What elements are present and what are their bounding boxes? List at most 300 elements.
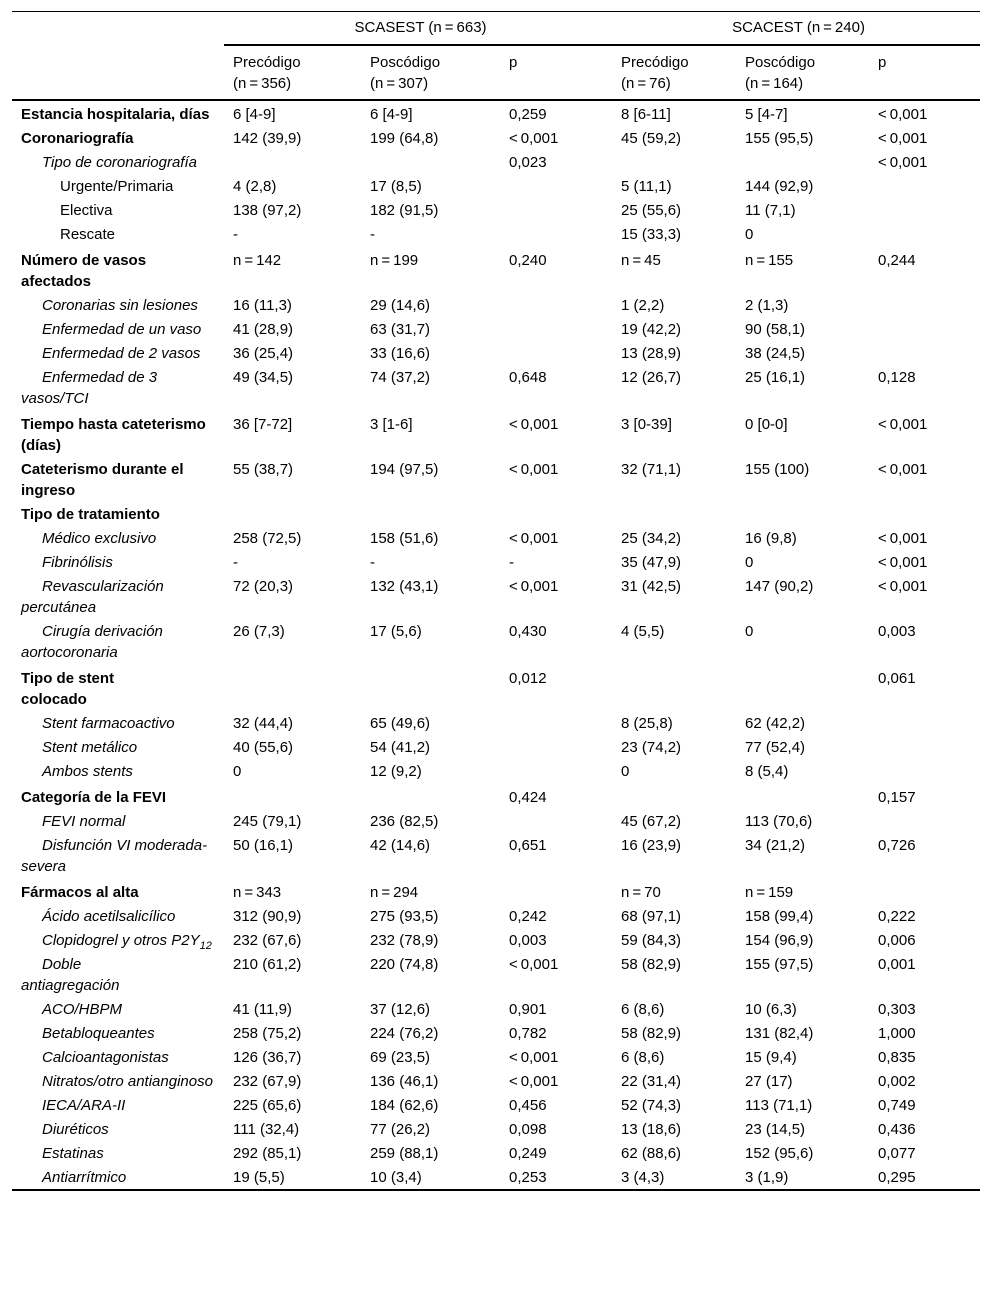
table-cell: 0,006 xyxy=(878,932,916,949)
row-label-text: FEVI normal xyxy=(42,813,126,830)
table-cell: 0,003 xyxy=(509,932,547,949)
table-cell: < 0,001 xyxy=(509,578,559,595)
table-cell: 6 (8,6) xyxy=(621,1001,665,1018)
table-cell: 12 (9,2) xyxy=(370,763,422,780)
table-cell: < 0,001 xyxy=(878,530,928,547)
table-cell: 23 (74,2) xyxy=(621,739,682,756)
row-label-text: Enfermedad de 2 vasos xyxy=(42,345,201,362)
table-cell: 0,749 xyxy=(878,1097,916,1114)
row-label xyxy=(12,664,224,711)
row-label-text: Tipo de tratamiento xyxy=(21,506,160,523)
table-row xyxy=(12,574,980,619)
table-cell xyxy=(224,502,361,526)
row-label-text: Rescate xyxy=(60,226,116,243)
table-cell xyxy=(612,664,736,711)
col-header: p xyxy=(509,54,518,71)
table-cell: < 0,001 xyxy=(509,130,559,147)
row-label-text: Fármacos al alta xyxy=(21,884,139,901)
table-cell: 0 [0-0] xyxy=(745,416,788,433)
table-cell xyxy=(869,735,980,759)
table-cell xyxy=(736,783,869,809)
table-cell: 25 (34,2) xyxy=(621,530,682,547)
table-row xyxy=(12,150,980,174)
table-cell: 3 [0-39] xyxy=(621,416,672,433)
table-cell: 68 (97,1) xyxy=(621,908,682,925)
table-row xyxy=(12,100,980,126)
table-cell: 245 (79,1) xyxy=(233,813,302,830)
row-label-text: Ambos stents xyxy=(42,763,133,780)
table-cell: 113 (71,1) xyxy=(745,1097,813,1114)
table-cell: 0,648 xyxy=(509,369,547,386)
table-cell: 138 (97,2) xyxy=(233,202,302,219)
table-cell xyxy=(869,293,980,317)
row-label-text: IECA/ARA-II xyxy=(42,1097,126,1114)
table-cell: 16 (9,8) xyxy=(745,530,797,547)
table-cell: < 0,001 xyxy=(509,530,559,547)
table-cell: 34 (21,2) xyxy=(745,837,806,854)
row-label-text: Betabloqueantes xyxy=(42,1025,155,1042)
table-body xyxy=(12,100,980,1190)
table-row xyxy=(12,711,980,735)
table-cell: 0,002 xyxy=(878,1073,916,1090)
table-cell: 0,295 xyxy=(878,1169,916,1186)
group-header-scasest: SCASEST (n = 663) xyxy=(224,12,612,46)
table-cell: 15 (33,3) xyxy=(621,226,682,243)
col-header: p xyxy=(878,54,887,71)
results-table xyxy=(12,11,980,1191)
table-cell: n = 159 xyxy=(745,884,794,901)
table-cell xyxy=(869,317,980,341)
col-header: Precódigo (n = 76) xyxy=(621,54,689,92)
table-cell xyxy=(500,878,612,904)
table-cell: 158 (51,6) xyxy=(370,530,439,547)
row-label xyxy=(12,1021,224,1045)
row-label xyxy=(12,126,224,150)
table-cell xyxy=(500,293,612,317)
row-label xyxy=(12,410,224,457)
table-cell: 4 (2,8) xyxy=(233,178,277,195)
table-cell xyxy=(361,664,500,711)
table-cell: 25 (55,6) xyxy=(621,202,682,219)
row-label xyxy=(12,198,224,222)
row-label xyxy=(12,783,224,809)
table-cell: n = 70 xyxy=(621,884,661,901)
row-label-text: Stent farmacoactivo xyxy=(42,715,175,732)
table-cell: 0,240 xyxy=(509,252,547,269)
table-cell xyxy=(500,174,612,198)
table-cell: 275 (93,5) xyxy=(370,908,439,925)
table-cell xyxy=(869,174,980,198)
col-header: Precódigo (n = 356) xyxy=(233,54,301,92)
table-cell: < 0,001 xyxy=(509,461,559,478)
row-label-text: Electiva xyxy=(60,202,113,219)
table-row xyxy=(12,833,980,878)
table-cell: 5 (11,1) xyxy=(621,178,672,195)
table-cell: 49 (34,5) xyxy=(233,369,294,386)
table-cell: 220 (74,8) xyxy=(370,956,439,973)
table-cell: 147 (90,2) xyxy=(745,578,814,595)
table-row xyxy=(12,174,980,198)
row-label-text: Médico exclusivo xyxy=(42,530,157,547)
table-cell: 3 [1-6] xyxy=(370,416,413,433)
table-cell: 0,430 xyxy=(509,623,547,640)
table-cell xyxy=(612,502,736,526)
table-cell: 29 (14,6) xyxy=(370,297,431,314)
table-cell: < 0,001 xyxy=(509,416,559,433)
table-cell: 199 (64,8) xyxy=(370,130,439,147)
table-cell: 72 (20,3) xyxy=(233,578,294,595)
row-label-text: Coronarias sin lesiones xyxy=(42,297,198,314)
table-cell: 0,249 xyxy=(509,1145,547,1162)
table-row xyxy=(12,1093,980,1117)
table-cell xyxy=(224,783,361,809)
row-label xyxy=(12,317,224,341)
table-cell: 224 (76,2) xyxy=(370,1025,439,1042)
table-cell xyxy=(500,341,612,365)
table-cell: 6 [4-9] xyxy=(370,106,413,123)
row-label xyxy=(12,833,224,878)
table-cell: 194 (97,5) xyxy=(370,461,439,478)
table-cell: 41 (28,9) xyxy=(233,321,294,338)
table-cell: 0,077 xyxy=(878,1145,916,1162)
table-cell: 3 (4,3) xyxy=(621,1169,665,1186)
table-cell xyxy=(869,341,980,365)
table-cell xyxy=(500,711,612,735)
table-cell: 0 xyxy=(621,763,630,780)
table-cell xyxy=(500,222,612,246)
row-label-text: Stent metálico xyxy=(42,739,138,756)
table-cell: 13 (18,6) xyxy=(621,1121,682,1138)
table-cell xyxy=(500,809,612,833)
row-label-text: Clopidogrel y otros P2Y xyxy=(42,932,200,949)
row-label xyxy=(12,100,224,126)
table-cell: 0,835 xyxy=(878,1049,916,1066)
table-row xyxy=(12,1117,980,1141)
table-cell: n = 199 xyxy=(370,252,419,269)
row-label xyxy=(12,1141,224,1165)
table-cell: n = 343 xyxy=(233,884,282,901)
table-row xyxy=(12,783,980,809)
row-label-text: Tipo de coronariografía xyxy=(42,154,197,171)
table-cell: 0,061 xyxy=(878,670,916,687)
table-cell: 5 [4-7] xyxy=(745,106,788,123)
row-label xyxy=(12,997,224,1021)
table-cell: 131 (82,4) xyxy=(745,1025,814,1042)
table-cell: n = 45 xyxy=(621,252,661,269)
table-cell: 69 (23,5) xyxy=(370,1049,431,1066)
table-cell: 65 (49,6) xyxy=(370,715,431,732)
table-cell: 90 (58,1) xyxy=(745,321,806,338)
table-row xyxy=(12,526,980,550)
row-label xyxy=(12,1069,224,1093)
table-cell: 8 [6-11] xyxy=(621,106,671,123)
table-cell: 0,782 xyxy=(509,1025,547,1042)
table-cell: 132 (43,1) xyxy=(370,578,439,595)
table-cell: 12 (26,7) xyxy=(621,369,682,386)
table-cell xyxy=(500,759,612,783)
table-cell: 74 (37,2) xyxy=(370,369,431,386)
table-cell: 38 (24,5) xyxy=(745,345,806,362)
table-cell: 0,901 xyxy=(509,1001,547,1018)
table-cell: 33 (16,6) xyxy=(370,345,431,362)
row-label xyxy=(12,928,224,952)
table-cell: 0,003 xyxy=(878,623,916,640)
row-label xyxy=(12,293,224,317)
table-cell: 0,023 xyxy=(509,154,547,171)
col-header: Poscódigo (n = 307) xyxy=(370,54,441,92)
table-cell: < 0,001 xyxy=(509,956,559,973)
table-cell: 25 (16,1) xyxy=(745,369,806,386)
table-cell xyxy=(869,809,980,833)
row-label xyxy=(12,1093,224,1117)
table-cell: 45 (67,2) xyxy=(621,813,682,830)
row-label xyxy=(12,1165,224,1190)
table-row xyxy=(12,1141,980,1165)
table-row xyxy=(12,952,980,997)
table-cell: 42 (14,6) xyxy=(370,837,431,854)
table-cell: - xyxy=(370,554,375,571)
table-row xyxy=(12,222,980,246)
table-cell: 0,726 xyxy=(878,837,916,854)
table-row xyxy=(12,410,980,457)
table-cell: 152 (95,6) xyxy=(745,1145,814,1162)
table-cell xyxy=(869,222,980,246)
table-row xyxy=(12,904,980,928)
table-row xyxy=(12,341,980,365)
table-cell: < 0,001 xyxy=(878,578,928,595)
table-cell: 11 (7,1) xyxy=(745,202,796,219)
table-cell: 232 (67,6) xyxy=(233,932,302,949)
table-row xyxy=(12,246,980,293)
table-cell xyxy=(224,150,361,174)
row-label-text: ACO/HBPM xyxy=(42,1001,123,1018)
table-cell: 6 [4-9] xyxy=(233,106,276,123)
header-corner-sub xyxy=(12,45,224,100)
table-cell: 3 (1,9) xyxy=(745,1169,789,1186)
table-cell: 0 xyxy=(745,623,754,640)
table-row xyxy=(12,198,980,222)
table-cell: 0 xyxy=(233,763,242,780)
table-cell: 35 (47,9) xyxy=(621,554,682,571)
row-label xyxy=(12,759,224,783)
table-cell: 0,242 xyxy=(509,908,547,925)
table-cell: 10 (3,4) xyxy=(370,1169,422,1186)
table-cell: 32 (71,1) xyxy=(621,461,682,478)
row-label-text: Ácido acetilsalicílico xyxy=(42,908,176,925)
table-row xyxy=(12,1021,980,1045)
table-cell: 62 (42,2) xyxy=(745,715,806,732)
table-cell: < 0,001 xyxy=(878,106,928,123)
table-cell: 154 (96,9) xyxy=(745,932,814,949)
table-cell: 1 (2,2) xyxy=(621,297,665,314)
table-cell: 19 (5,5) xyxy=(233,1169,285,1186)
table-cell: 37 (12,6) xyxy=(370,1001,431,1018)
row-label-text: Nitratos/otro antianginoso xyxy=(42,1073,213,1090)
row-label xyxy=(12,246,224,293)
table-cell: 182 (91,5) xyxy=(370,202,439,219)
table-cell xyxy=(500,317,612,341)
row-label-text: Tiempo hasta cateterismo (días) xyxy=(21,416,206,454)
table-row xyxy=(12,1165,980,1190)
table-cell: n = 142 xyxy=(233,252,282,269)
table-row xyxy=(12,457,980,502)
row-label-text: Cateterismo durante el ingreso xyxy=(21,461,184,499)
table-cell: 58 (82,9) xyxy=(621,1025,682,1042)
table-cell: - xyxy=(370,226,375,243)
table-cell: 144 (92,9) xyxy=(745,178,814,195)
col-header: Poscódigo (n = 164) xyxy=(745,54,816,92)
table-cell: 142 (39,9) xyxy=(233,130,302,147)
table-cell: - xyxy=(233,554,238,571)
table-cell: 0 xyxy=(745,226,754,243)
table-cell: 27 (17) xyxy=(745,1073,793,1090)
row-label xyxy=(12,1117,224,1141)
row-label xyxy=(12,878,224,904)
row-label-text: Doble antiagregación xyxy=(21,956,120,994)
table-cell: 36 (25,4) xyxy=(233,345,294,362)
table-cell: 17 (5,6) xyxy=(370,623,422,640)
table-cell xyxy=(736,150,869,174)
table-cell: 126 (36,7) xyxy=(233,1049,302,1066)
table-cell: 0,128 xyxy=(878,369,916,386)
table-cell: < 0,001 xyxy=(878,154,928,171)
row-label-text: Revascularización percutánea xyxy=(21,578,164,616)
table-row xyxy=(12,619,980,664)
table-row xyxy=(12,759,980,783)
table-cell: 292 (85,1) xyxy=(233,1145,302,1162)
table-cell: 0,456 xyxy=(509,1097,547,1114)
table-row xyxy=(12,997,980,1021)
table-cell: 54 (41,2) xyxy=(370,739,431,756)
table-cell xyxy=(869,711,980,735)
table-cell: 55 (38,7) xyxy=(233,461,294,478)
row-label xyxy=(12,502,224,526)
table-cell: 0,244 xyxy=(878,252,916,269)
table-cell: 0,253 xyxy=(509,1169,547,1186)
table-cell: 26 (7,3) xyxy=(233,623,285,640)
table-row xyxy=(12,809,980,833)
table-cell xyxy=(361,783,500,809)
table-cell: 258 (72,5) xyxy=(233,530,302,547)
row-label xyxy=(12,904,224,928)
table-cell: 225 (65,6) xyxy=(233,1097,302,1114)
table-row xyxy=(12,1045,980,1069)
table-cell: 6 (8,6) xyxy=(621,1049,665,1066)
table-cell: 0,012 xyxy=(509,670,547,687)
row-label-text: Coronariografía xyxy=(21,130,134,147)
table-cell: 155 (100) xyxy=(745,461,810,478)
table-row xyxy=(12,365,980,410)
row-label xyxy=(12,457,224,502)
row-label xyxy=(12,341,224,365)
table-cell: < 0,001 xyxy=(878,130,928,147)
table-cell: 158 (99,4) xyxy=(745,908,814,925)
table-cell: < 0,001 xyxy=(509,1073,559,1090)
table-cell xyxy=(500,735,612,759)
table-cell: 210 (61,2) xyxy=(233,956,302,973)
table-cell: 113 (70,6) xyxy=(745,813,813,830)
table-cell xyxy=(361,150,500,174)
table-cell: 0,098 xyxy=(509,1121,547,1138)
table-header xyxy=(12,12,980,101)
table-cell: 0,424 xyxy=(509,789,547,806)
table-cell: 0,651 xyxy=(509,837,547,854)
table-cell: 136 (46,1) xyxy=(370,1073,439,1090)
table-cell: 77 (52,4) xyxy=(745,739,806,756)
row-label-subscript: 12 xyxy=(199,940,212,952)
row-label-text: Diuréticos xyxy=(42,1121,109,1138)
table-cell: 19 (42,2) xyxy=(621,321,682,338)
table-cell xyxy=(736,502,869,526)
table-cell: 155 (95,5) xyxy=(745,130,814,147)
row-label xyxy=(12,365,224,410)
table-cell xyxy=(361,502,500,526)
table-cell xyxy=(500,502,612,526)
row-label xyxy=(12,574,224,619)
row-label xyxy=(12,222,224,246)
row-label xyxy=(12,174,224,198)
row-label-text: Enfermedad de 3 vasos/TCI xyxy=(21,369,158,407)
header-corner xyxy=(12,12,224,46)
row-label-text: Fibrinólisis xyxy=(42,554,113,571)
table-cell: 63 (31,7) xyxy=(370,321,431,338)
table-row xyxy=(12,317,980,341)
table-row xyxy=(12,1069,980,1093)
row-label-text: Categoría de la FEVI xyxy=(21,789,167,806)
table-cell: 258 (75,2) xyxy=(233,1025,302,1042)
table-cell: 155 (97,5) xyxy=(745,956,814,973)
table-cell: 10 (6,3) xyxy=(745,1001,797,1018)
row-label xyxy=(12,809,224,833)
table-cell: 41 (11,9) xyxy=(233,1001,292,1018)
table-cell xyxy=(736,664,869,711)
table-cell: 36 [7-72] xyxy=(233,416,293,433)
row-label-text: Número de vasos afectados xyxy=(21,252,147,290)
row-label xyxy=(12,735,224,759)
table-cell: 0,436 xyxy=(878,1121,916,1138)
table-cell: 232 (78,9) xyxy=(370,932,439,949)
table-cell: 23 (14,5) xyxy=(745,1121,806,1138)
table-cell: - xyxy=(233,226,238,243)
row-label-text: Urgente/Primaria xyxy=(60,178,174,195)
table-cell: 13 (28,9) xyxy=(621,345,682,362)
table-cell xyxy=(869,198,980,222)
table-cell: 0 xyxy=(745,554,754,571)
table-cell: 1,000 xyxy=(878,1025,916,1042)
table-cell xyxy=(869,502,980,526)
row-label xyxy=(12,952,224,997)
table-row xyxy=(12,126,980,150)
table-cell: 0,157 xyxy=(878,789,916,806)
table-cell: - xyxy=(509,554,514,571)
table-row xyxy=(12,550,980,574)
table-cell: 184 (62,6) xyxy=(370,1097,439,1114)
table-cell xyxy=(612,783,736,809)
row-label-text: Enfermedad de un vaso xyxy=(42,321,202,338)
row-label-text: Calcioantagonistas xyxy=(42,1049,169,1066)
row-label-text: Cirugía derivación aortocoronaria xyxy=(21,623,163,661)
group-header-scacest: SCACEST (n = 240) xyxy=(612,12,980,46)
table-cell: n = 155 xyxy=(745,252,794,269)
table-cell: 32 (44,4) xyxy=(233,715,294,732)
table-row xyxy=(12,878,980,904)
table-cell xyxy=(224,664,361,711)
table-cell: 40 (55,6) xyxy=(233,739,294,756)
table-row xyxy=(12,664,980,711)
row-label xyxy=(12,711,224,735)
table-cell: 17 (8,5) xyxy=(370,178,422,195)
table-cell: < 0,001 xyxy=(509,1049,559,1066)
